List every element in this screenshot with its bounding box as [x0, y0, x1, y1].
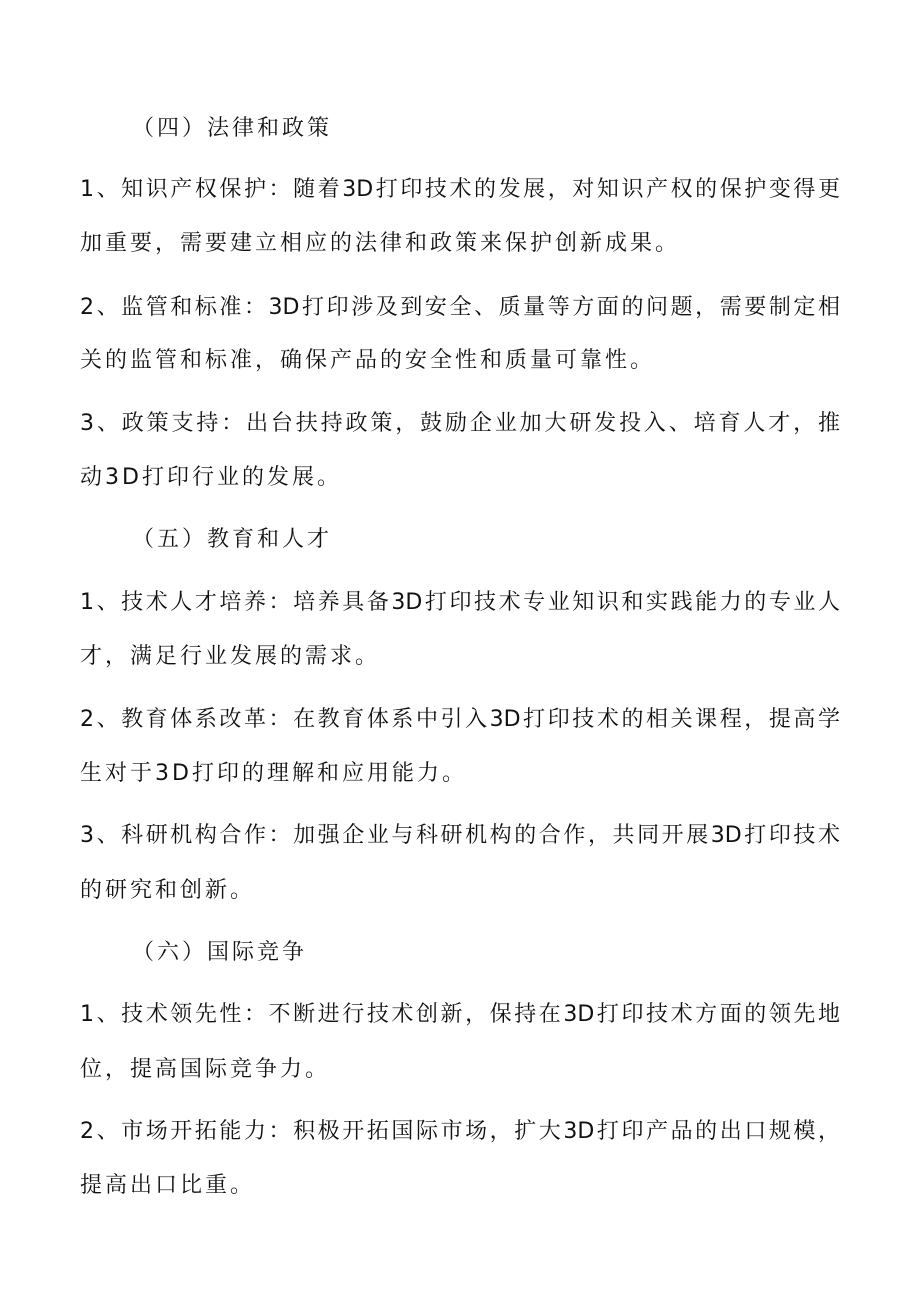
section-heading: （四）法律和政策	[132, 116, 333, 141]
paragraph-line: 2、市场开拓能力：积极开拓国际市场，扩大3D打印产品的出口规模，	[80, 1119, 840, 1144]
paragraph-line: 位，提高国际竞争力。	[80, 1057, 331, 1082]
paragraph-line: 3、科研机构合作：加强企业与科研机构的合作，共同开展3D打印技术	[80, 823, 840, 848]
paragraph-line: 的研究和创新。	[80, 878, 256, 903]
paragraph-line: 1、知识产权保护：随着3D打印技术的发展，对知识产权的保护变得更	[80, 177, 840, 202]
paragraph-line: 3、政策支持：出台扶持政策，鼓励企业加大研发投入、培育人才，推	[80, 411, 840, 436]
paragraph-line: 提高出口比重。	[80, 1173, 256, 1198]
paragraph-line: 动3D打印行业的发展。	[80, 465, 342, 490]
paragraph-line: 2、监管和标准：3D打印涉及到安全、质量等方面的问题，需要制定相	[80, 295, 840, 320]
paragraph-line: 生对于3D打印的理解和应用能力。	[80, 761, 467, 786]
paragraph-line: 2、教育体系改革：在教育体系中引入3D打印技术的相关课程，提高学	[80, 707, 840, 732]
paragraph-line: 1、技术人才培养：培养具备3D打印技术专业知识和实践能力的专业人	[80, 590, 840, 615]
paragraph-line: 加重要，需要建立相应的法律和政策来保护创新成果。	[80, 231, 681, 256]
paragraph-line: 关的监管和标准，确保产品的安全性和质量可靠性。	[80, 348, 656, 373]
section-heading: （六）国际竞争	[132, 940, 308, 965]
section-heading: （五）教育和人才	[132, 527, 333, 552]
paragraph-line: 1、技术领先性：不断进行技术创新，保持在3D打印技术方面的领先地	[80, 1002, 840, 1027]
paragraph-line: 才，满足行业发展的需求。	[80, 644, 381, 669]
